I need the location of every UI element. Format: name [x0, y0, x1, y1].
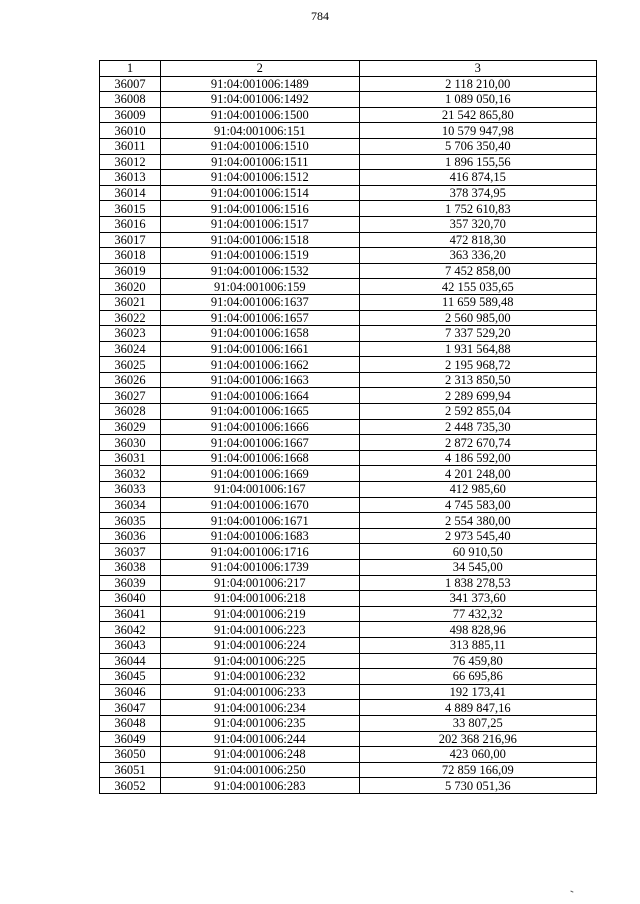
row-number-cell: 36025 — [100, 357, 161, 373]
value-cell: 60 910,50 — [359, 544, 597, 560]
row-number-cell: 36009 — [100, 107, 161, 123]
table-row — [100, 232, 597, 248]
value-cell: 21 542 865,80 — [359, 107, 597, 123]
cadastral-number-cell: 91:04:001006:1514 — [161, 185, 359, 201]
table-row — [100, 279, 597, 295]
cadastral-number-cell: 91:04:001006:1657 — [161, 310, 359, 326]
value-cell: 5 706 350,40 — [359, 138, 597, 154]
row-number-cell: 36047 — [100, 700, 161, 716]
table-row — [100, 154, 597, 170]
row-number-cell: 36028 — [100, 404, 161, 420]
value-cell: 1 896 155,56 — [359, 154, 597, 170]
value-cell: 1 752 610,83 — [359, 201, 597, 217]
value-cell: 7 337 529,20 — [359, 326, 597, 342]
table-row — [100, 497, 597, 513]
cadastral-number-cell: 91:04:001006:1661 — [161, 341, 359, 357]
value-cell: 202 368 216,96 — [359, 731, 597, 747]
row-number-cell: 36048 — [100, 715, 161, 731]
row-number-cell: 36037 — [100, 544, 161, 560]
value-cell: 1 931 564,88 — [359, 341, 597, 357]
row-number-cell: 36026 — [100, 372, 161, 388]
cadastral-number-cell: 91:04:001006:232 — [161, 669, 359, 685]
table-row — [100, 544, 597, 560]
row-number-cell: 36036 — [100, 528, 161, 544]
table-row — [100, 513, 597, 529]
value-cell: 2 592 855,04 — [359, 404, 597, 420]
table-row — [100, 341, 597, 357]
value-cell: 2 118 210,00 — [359, 76, 597, 92]
table-row — [100, 357, 597, 373]
cadastral-number-cell: 91:04:001006:1512 — [161, 170, 359, 186]
row-number-cell: 36027 — [100, 388, 161, 404]
value-cell: 2 973 545,40 — [359, 528, 597, 544]
value-cell: 66 695,86 — [359, 669, 597, 685]
row-number-cell: 36008 — [100, 92, 161, 108]
row-number-cell: 36014 — [100, 185, 161, 201]
value-cell: 10 579 947,98 — [359, 123, 597, 139]
table-body — [100, 76, 597, 793]
column-header-3: 3 — [359, 61, 597, 77]
row-number-cell: 36015 — [100, 201, 161, 217]
cadastral-number-cell: 91:04:001006:1510 — [161, 138, 359, 154]
cadastral-number-cell: 91:04:001006:223 — [161, 622, 359, 638]
cadastral-number-cell: 91:04:001006:233 — [161, 684, 359, 700]
table-row — [100, 482, 597, 498]
row-number-cell: 36052 — [100, 778, 161, 794]
value-cell: 42 155 035,65 — [359, 279, 597, 295]
row-number-cell: 36044 — [100, 653, 161, 669]
column-header-1: 1 — [100, 61, 161, 77]
table-row — [100, 435, 597, 451]
cadastral-number-cell: 91:04:001006:1669 — [161, 466, 359, 482]
data-table — [99, 60, 597, 794]
cadastral-number-cell: 91:04:001006:235 — [161, 715, 359, 731]
row-number-cell: 36018 — [100, 248, 161, 264]
value-cell: 416 874,15 — [359, 170, 597, 186]
value-cell: 357 320,70 — [359, 216, 597, 232]
row-number-cell: 36045 — [100, 669, 161, 685]
row-number-cell: 36022 — [100, 310, 161, 326]
row-number-cell: 36046 — [100, 684, 161, 700]
value-cell: 412 985,60 — [359, 482, 597, 498]
cadastral-number-cell: 91:04:001006:151 — [161, 123, 359, 139]
page-number: 784 — [311, 9, 329, 23]
cadastral-number-cell: 91:04:001006:250 — [161, 762, 359, 778]
cadastral-number-cell: 91:04:001006:1716 — [161, 544, 359, 560]
table-row — [100, 450, 597, 466]
table-row — [100, 185, 597, 201]
row-number-cell: 36039 — [100, 575, 161, 591]
cadastral-number-cell: 91:04:001006:1532 — [161, 263, 359, 279]
row-number-cell: 36021 — [100, 294, 161, 310]
row-number-cell: 36010 — [100, 123, 161, 139]
value-cell: 192 173,41 — [359, 684, 597, 700]
cadastral-number-cell: 91:04:001006:1519 — [161, 248, 359, 264]
corner-mark — [570, 891, 574, 895]
cadastral-number-cell: 91:04:001006:1516 — [161, 201, 359, 217]
cadastral-number-cell: 91:04:001006:1671 — [161, 513, 359, 529]
cadastral-number-cell: 91:04:001006:244 — [161, 731, 359, 747]
table-row — [100, 637, 597, 653]
table-row — [100, 216, 597, 232]
column-header-2: 2 — [161, 61, 359, 77]
cadastral-number-cell: 91:04:001006:1658 — [161, 326, 359, 342]
table-row — [100, 263, 597, 279]
cadastral-number-cell: 91:04:001006:1666 — [161, 419, 359, 435]
row-number-cell: 36051 — [100, 762, 161, 778]
cadastral-number-cell: 91:04:001006:1683 — [161, 528, 359, 544]
table-row — [100, 76, 597, 92]
row-number-cell: 36024 — [100, 341, 161, 357]
table-row — [100, 560, 597, 576]
table-row — [100, 294, 597, 310]
value-cell: 313 885,11 — [359, 637, 597, 653]
row-number-cell: 36043 — [100, 637, 161, 653]
cadastral-number-cell: 91:04:001006:1518 — [161, 232, 359, 248]
value-cell: 72 859 166,09 — [359, 762, 597, 778]
value-cell: 7 452 858,00 — [359, 263, 597, 279]
cadastral-number-cell: 91:04:001006:1492 — [161, 92, 359, 108]
value-cell: 2 554 380,00 — [359, 513, 597, 529]
row-number-cell: 36050 — [100, 747, 161, 763]
cadastral-number-cell: 91:04:001006:217 — [161, 575, 359, 591]
table-row — [100, 731, 597, 747]
cadastral-number-cell: 91:04:001006:1667 — [161, 435, 359, 451]
cadastral-number-cell: 91:04:001006:1739 — [161, 560, 359, 576]
value-cell: 363 336,20 — [359, 248, 597, 264]
cadastral-number-cell: 91:04:001006:1637 — [161, 294, 359, 310]
table-row — [100, 170, 597, 186]
value-cell: 472 818,30 — [359, 232, 597, 248]
table-row — [100, 700, 597, 716]
cadastral-number-cell: 91:04:001006:1663 — [161, 372, 359, 388]
row-number-cell: 36017 — [100, 232, 161, 248]
cadastral-number-cell: 91:04:001006:1662 — [161, 357, 359, 373]
row-number-cell: 36032 — [100, 466, 161, 482]
value-cell: 4 201 248,00 — [359, 466, 597, 482]
table-row — [100, 248, 597, 264]
cadastral-number-cell: 91:04:001006:167 — [161, 482, 359, 498]
cadastral-number-cell: 91:04:001006:224 — [161, 637, 359, 653]
row-number-cell: 36016 — [100, 216, 161, 232]
value-cell: 76 459,80 — [359, 653, 597, 669]
value-cell: 2 448 735,30 — [359, 419, 597, 435]
cadastral-number-cell: 91:04:001006:225 — [161, 653, 359, 669]
value-cell: 423 060,00 — [359, 747, 597, 763]
value-cell: 4 745 583,00 — [359, 497, 597, 513]
row-number-cell: 36034 — [100, 497, 161, 513]
value-cell: 2 289 699,94 — [359, 388, 597, 404]
row-number-cell: 36029 — [100, 419, 161, 435]
table-row — [100, 466, 597, 482]
row-number-cell: 36012 — [100, 154, 161, 170]
table-row — [100, 201, 597, 217]
table-row — [100, 575, 597, 591]
value-cell: 1 089 050,16 — [359, 92, 597, 108]
value-cell: 77 432,32 — [359, 606, 597, 622]
value-cell: 4 186 592,00 — [359, 450, 597, 466]
value-cell: 2 872 670,74 — [359, 435, 597, 451]
cadastral-number-cell: 91:04:001006:219 — [161, 606, 359, 622]
row-number-cell: 36011 — [100, 138, 161, 154]
cadastral-number-cell: 91:04:001006:1517 — [161, 216, 359, 232]
value-cell: 498 828,96 — [359, 622, 597, 638]
table-row — [100, 419, 597, 435]
value-cell: 33 807,25 — [359, 715, 597, 731]
row-number-cell: 36031 — [100, 450, 161, 466]
table-row — [100, 326, 597, 342]
table-row — [100, 123, 597, 139]
table-row — [100, 715, 597, 731]
row-number-cell: 36020 — [100, 279, 161, 295]
cadastral-number-cell: 91:04:001006:1489 — [161, 76, 359, 92]
row-number-cell: 36049 — [100, 731, 161, 747]
table-row — [100, 778, 597, 794]
table-row — [100, 622, 597, 638]
row-number-cell: 36023 — [100, 326, 161, 342]
row-number-cell: 36035 — [100, 513, 161, 529]
row-number-cell: 36007 — [100, 76, 161, 92]
table-row — [100, 138, 597, 154]
cadastral-number-cell: 91:04:001006:234 — [161, 700, 359, 716]
cadastral-number-cell: 91:04:001006:283 — [161, 778, 359, 794]
row-number-cell: 36019 — [100, 263, 161, 279]
table-row — [100, 762, 597, 778]
cadastral-number-cell: 91:04:001006:248 — [161, 747, 359, 763]
cadastral-number-cell: 91:04:001006:159 — [161, 279, 359, 295]
value-cell: 2 195 968,72 — [359, 357, 597, 373]
value-cell: 5 730 051,36 — [359, 778, 597, 794]
row-number-cell: 36042 — [100, 622, 161, 638]
cadastral-number-cell: 91:04:001006:218 — [161, 591, 359, 607]
value-cell: 2 560 985,00 — [359, 310, 597, 326]
table-row — [100, 310, 597, 326]
table-row — [100, 388, 597, 404]
table-row — [100, 528, 597, 544]
table-row — [100, 372, 597, 388]
cadastral-number-cell: 91:04:001006:1664 — [161, 388, 359, 404]
value-cell: 34 545,00 — [359, 560, 597, 576]
cadastral-number-cell: 91:04:001006:1668 — [161, 450, 359, 466]
value-cell: 11 659 589,48 — [359, 294, 597, 310]
table-row — [100, 669, 597, 685]
row-number-cell: 36041 — [100, 606, 161, 622]
cadastral-number-cell: 91:04:001006:1665 — [161, 404, 359, 420]
value-cell: 341 373,60 — [359, 591, 597, 607]
cadastral-number-cell: 91:04:001006:1511 — [161, 154, 359, 170]
value-cell: 4 889 847,16 — [359, 700, 597, 716]
cadastral-number-cell: 91:04:001006:1500 — [161, 107, 359, 123]
row-number-cell: 36033 — [100, 482, 161, 498]
table-row — [100, 684, 597, 700]
value-cell: 2 313 850,50 — [359, 372, 597, 388]
row-number-cell: 36040 — [100, 591, 161, 607]
row-number-cell: 36030 — [100, 435, 161, 451]
cadastral-number-cell: 91:04:001006:1670 — [161, 497, 359, 513]
row-number-cell: 36038 — [100, 560, 161, 576]
row-number-cell: 36013 — [100, 170, 161, 186]
table-row — [100, 92, 597, 108]
value-cell: 1 838 278,53 — [359, 575, 597, 591]
value-cell: 378 374,95 — [359, 185, 597, 201]
table-row — [100, 404, 597, 420]
table-row — [100, 653, 597, 669]
table-row — [100, 606, 597, 622]
header-row — [100, 61, 597, 77]
table-row — [100, 107, 597, 123]
table-row — [100, 747, 597, 763]
table-row — [100, 591, 597, 607]
